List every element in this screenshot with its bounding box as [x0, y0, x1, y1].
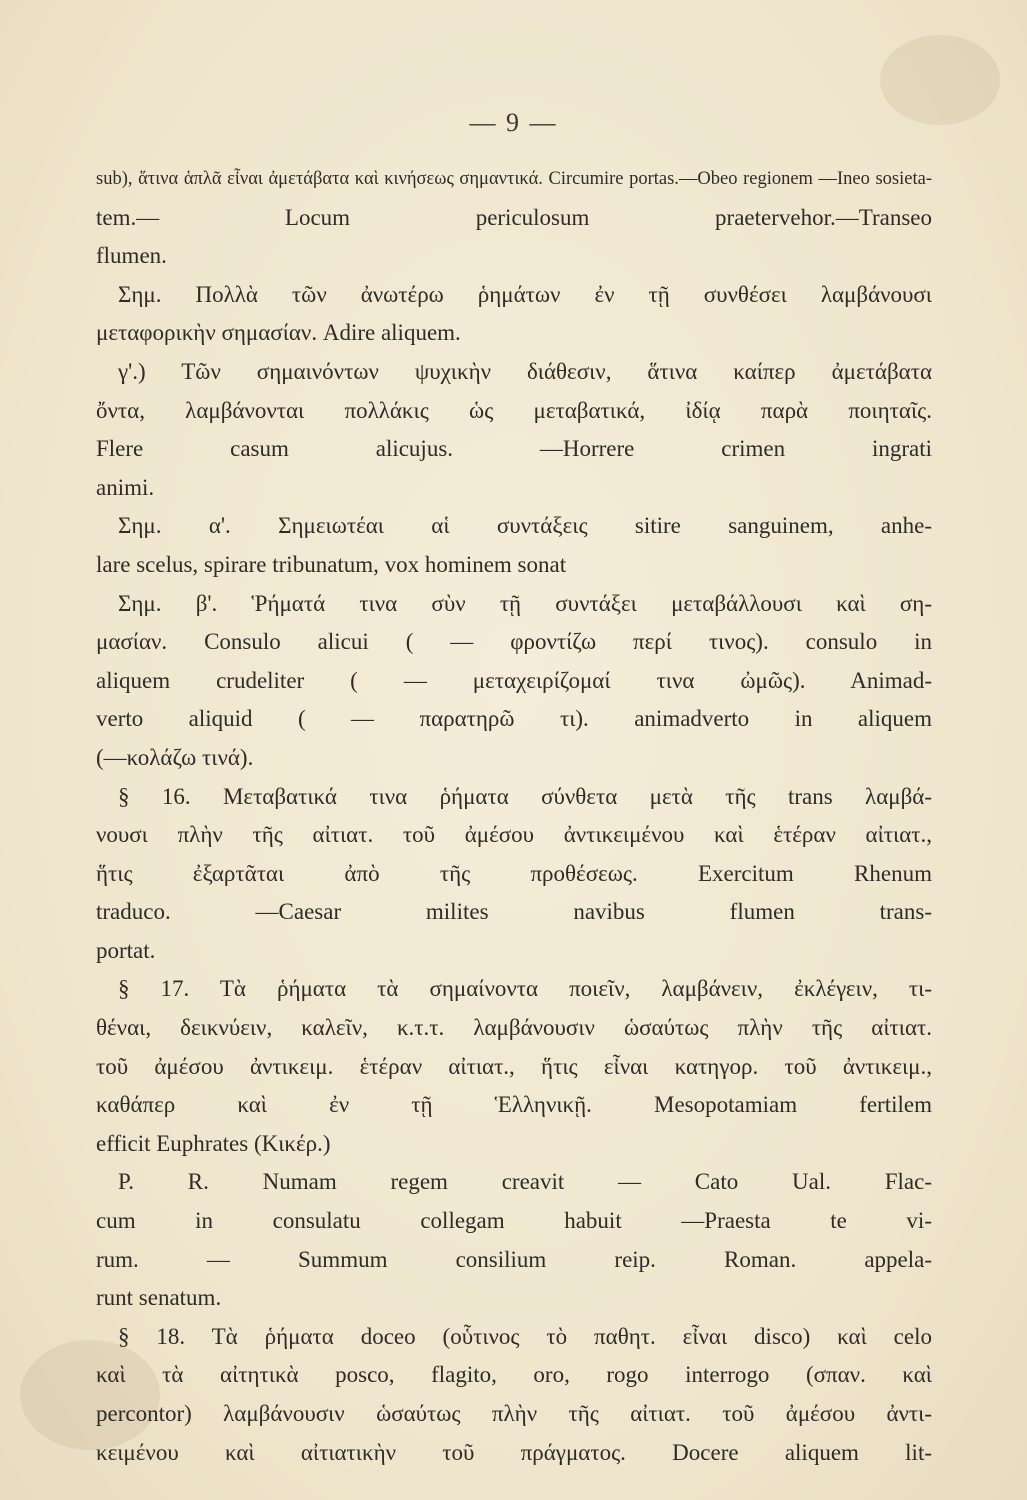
- text-line: μασίαν. Consulo alicui ( — φροντίζω περί τινος). consulo in: [96, 629, 932, 655]
- text-line: runt senatum.: [96, 1285, 222, 1311]
- text-line: Flere casum alicujus. —Horrere crimen ingrati: [96, 436, 932, 462]
- text-line: ὄντα, λαμβάνονται πολλάκις ὡς μεταβατικά, ἰδίᾳ παρὰ ποιηταῖς.: [96, 397, 932, 423]
- text-line: νουσι πλὴν τῆς αἰτιατ. τοῦ ἀμέσου ἀντικειμένου καὶ ἑτέραν αἰτιατ.,: [96, 822, 932, 848]
- text-line: P. R. Numam regem creavit — Cato Ual. Flac-: [118, 1169, 932, 1195]
- text-line: verto aliquid ( — παρατηρῶ τι). animadverto in aliquem: [96, 706, 932, 732]
- text-line: traduco. —Caesar milites navibus flumen trans-: [96, 899, 932, 925]
- text-line: tem.— Locum periculosum praetervehor.—Transeo: [96, 204, 932, 230]
- text-line: portat.: [96, 937, 156, 963]
- text-line: (—κολάζω τινά).: [96, 744, 254, 770]
- text-line: animi.: [96, 474, 155, 500]
- text-line: κειμένου καὶ αἰτιατικὴν τοῦ πράγματος. Docere aliquem lit-: [96, 1439, 932, 1465]
- text-line: τοῦ ἀμέσου ἀντικειμ. ἑτέραν αἰτιατ., ἥτις εἶναι κατηγορ. τοῦ ἀντικειμ.,: [96, 1053, 932, 1079]
- text-line: γ'.) Τῶν σημαινόντων ψυχικὴν διάθεσιν, ἅτινα καίπερ ἀμετάβατα: [118, 358, 932, 384]
- text-line: efficit Euphrates (Κικέρ.): [96, 1130, 331, 1156]
- text-line: aliquem crudeliter ( — μεταχειρίζομαί τινα ὠμῶς). Animad-: [96, 667, 932, 693]
- text-line: Σημ. β'. Ῥήματά τινα σὺν τῇ συντάξει μεταβάλλουσι καὶ ση-: [118, 590, 932, 616]
- text-line: καθάπερ καὶ ἐν τῇ Ἑλληνικῇ. Mesopotamiam fertilem: [96, 1092, 932, 1118]
- text-line: μεταφορικὴν σημασίαν. Adire aliquem.: [96, 320, 461, 346]
- page-number: — 9 —: [469, 108, 558, 137]
- text-line: § 16. Μεταβατικά τινα ῥήματα σύνθετα μετὰ τῆς trans λαμβά-: [118, 783, 932, 809]
- text-line: percontor) λαμβάνουσιν ὡσαύτως πλὴν τῆς αἰτιατ. τοῦ ἀμέσου ἀντι-: [96, 1401, 932, 1426]
- text-line: lare scelus, spirare tribunatum, vox hominem sonat: [96, 551, 567, 577]
- text-line: καὶ τὰ αἰτητικὰ posco, flagito, oro, rogo interrogo (σπαν. καὶ: [96, 1362, 932, 1388]
- text-line: Σημ. Πολλὰ τῶν ἀνωτέρω ῥημάτων ἐν τῇ συνθέσει λαμβάνουσι: [118, 281, 932, 307]
- text-line: Σημ. α'. Σημειωτέαι αἱ συντάξεις sitire sanguinem, anhe-: [118, 513, 932, 539]
- text-line: § 17. Τὰ ῥήματα τὰ σημαίνοντα ποιεῖν, λαμβάνειν, ἐκλέγειν, τι-: [118, 976, 932, 1002]
- text-line: flumen.: [96, 243, 167, 269]
- text-line: rum. — Summum consilium reip. Roman. appela-: [96, 1246, 932, 1272]
- text-line: sub), ἅτινα ἁπλᾶ εἶναι ἀμετάβατα καὶ κινήσεως σημαντικά. Circumire portas.—Obeo regionem —Ineo sosieta-: [96, 169, 932, 189]
- text-line: cum in consulatu collegam habuit —Praesta te vi-: [96, 1208, 932, 1234]
- text-line: θέναι, δεικνύειν, καλεῖν, κ.τ.τ. λαμβάνουσιν ὡσαύτως πλὴν τῆς αἰτιατ.: [96, 1015, 932, 1041]
- body-text: [96, 160, 932, 1472]
- text-line: ἥτις ἐξαρτᾶται ἀπὸ τῆς προθέσεως. Exercitum Rhenum: [96, 860, 932, 886]
- text-line: § 18. Τὰ ῥήματα doceo (οὗτινος τὸ παθητ. εἶναι disco) καὶ celo: [118, 1323, 932, 1349]
